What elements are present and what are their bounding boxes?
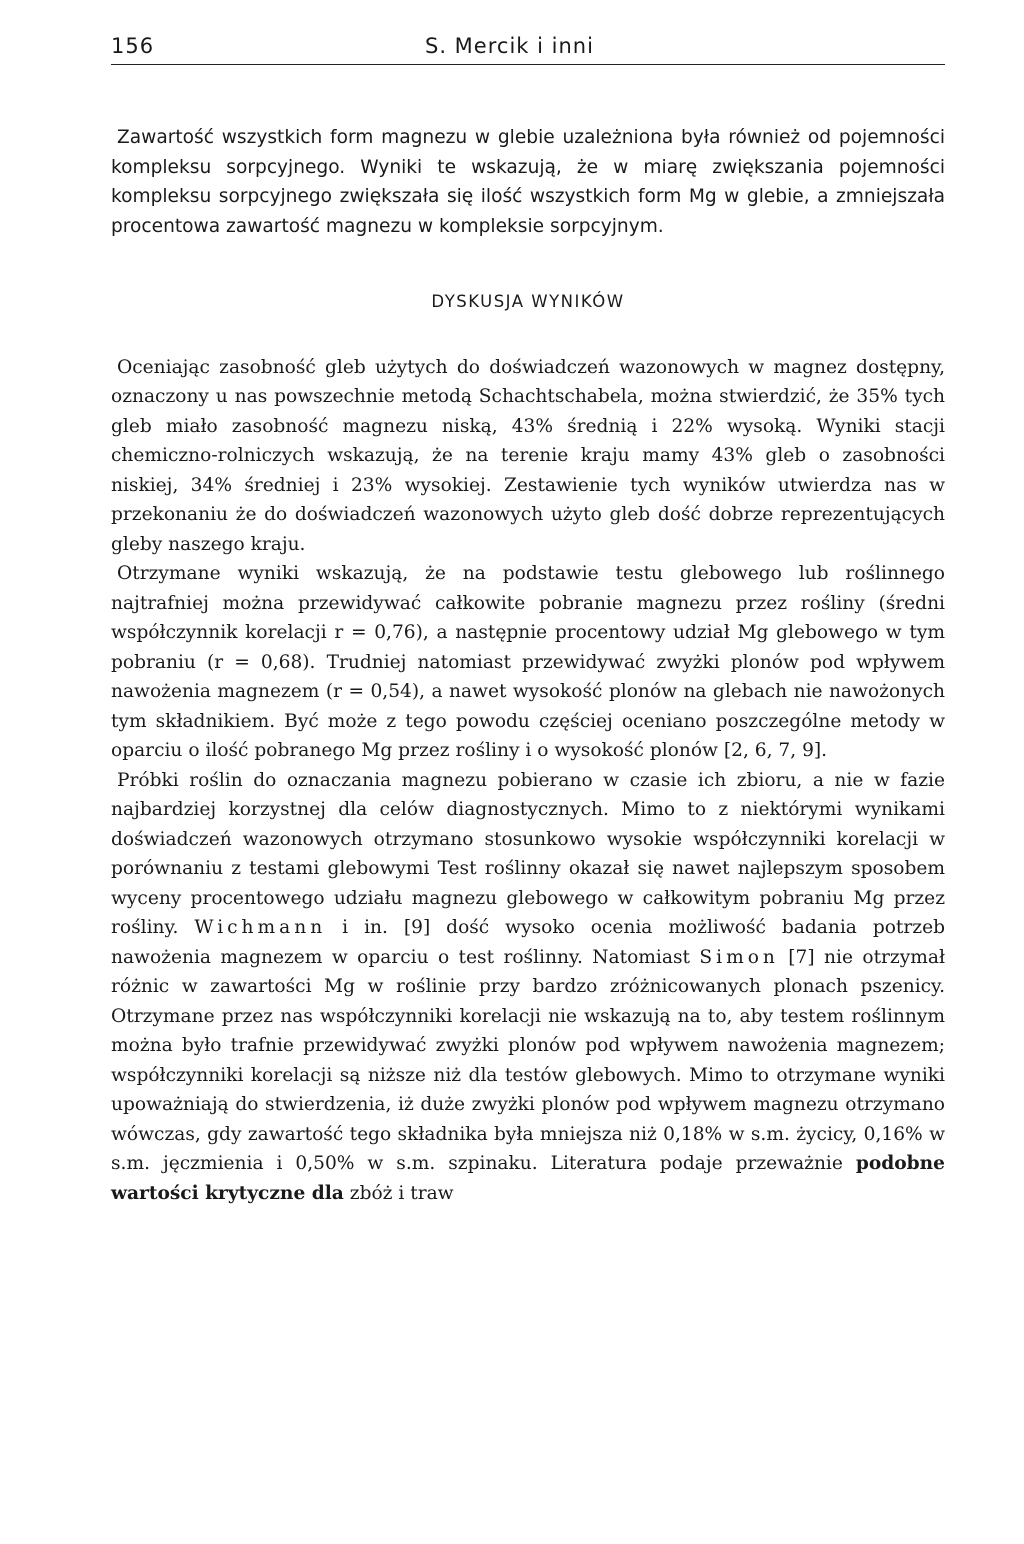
body-text	[111, 123, 945, 1208]
paragraph-4	[111, 766, 945, 1209]
page-number: 156	[111, 34, 155, 58]
paragraph-1: Zawartość wszystkich form magnezu w glebie uzależniona była również od pojemności kompleksu sorpcyjnego. Wyniki te wskazują, że w miarę zwiększania pojemności kompleksu sorpcyjnego zwiększała się ilość wszystkich form Mg w glebie, a zmniejszała procentowa zawartość magnezu w kompleksie sorpcyjnym.	[111, 127, 945, 237]
paragraph-4-part-1: Próbki roślin do oznaczania magnezu pobierano w czasie ich zbioru, a nie w fazie najbardziej korzystnej dla celów diagnostycznych. Mimo to z niektórymi wynikami doświadczeń wazonowych otrzymano stosunkowo wysokie współczynniki korelacji w porównaniu z testami glebowymi Test roślinny okazał się nawet najlepszym sposobem wyceny procentowego udziału magnezu glebowego w całkowitym pobraniu Mg przez rośliny.	[111, 769, 945, 938]
section-heading: DYSKUSJA WYNIKÓW	[431, 292, 625, 311]
paragraph-4-part-3: [7] nie otrzymał różnic w zawartości Mg w roślinie przy bardzo zróżnicowanych plonach pszenicy. Otrzymane przez nas współczynniki korelacji nie wskazują na to, aby testem roślinnym można było trafnie przewidywać zwyżki plonów pod wpływem nawożenia magnezem; współczynniki korelacji są niższe niż dla testów glebowych. Mimo to otrzymane wyniki upoważniają do stwierdzenia, iż duże zwyżki plonów pod wpływem magnezu otrzymano wówczas, gdy zawartość tego składnika była mniejsza niż 0,18% w s.m. życicy, 0,16% w s.m. jęczmienia i 0,50% w s.m. szpinaku. Literatura podaje przeważnie	[111, 946, 945, 1174]
paragraph-4-bold-phrase: podobne wartości krytyczne dla	[111, 1153, 945, 1204]
paragraph-3: Otrzymane wyniki wskazują, że na podstawie testu glebowego lub roślinnego najtrafniej można przewidywać całkowite pobranie magnezu przez rośliny (średni współczynnik korelacji r = 0,76), a następnie procentowy udział Mg glebowego w tym pobraniu (r = 0,68). Trudniej natomiast przewidywać zwyżki plonów pod wpływem nawożenia magnezem (r = 0,54), a nawet wysokość plonów na glebach nie nawożonych tym składnikiem. Być może z tego powodu częściej oceniano poszczególne metody w oparciu o ilość pobranego Mg przez rośliny i o wysokość plonów [2, 6, 7, 9].	[111, 563, 945, 761]
running-head: S. Mercik i inni	[425, 34, 594, 58]
paragraph-4-part-2: i in. [9] dość wysoko ocenia możliwość badania potrzeb nawożenia magnezem w oparciu o test roślinny. Natomiast	[111, 917, 945, 968]
document-page	[111, 28, 945, 1208]
paragraph-4-part-4: zbóż i traw	[343, 1182, 454, 1204]
paragraph-2: Oceniając zasobność gleb użytych do doświadczeń wazonowych w magnez dostępny, oznaczony u nas powszechnie metodą Schachtschabela, można stwierdzić, że 35% tych gleb miało zasobność magnezu niską, 43% średnią i 22% wysoką. Wyniki stacji chemiczno-rolniczych wskazują, że na terenie kraju mamy 43% gleb o zasobności niskiej, 34% średniej i 23% wysokiej. Zestawienie tych wyników utwierdza nas w przekonaniu że do doświadczeń wazonowych użyto gleb dość dobrze reprezentujących gleby naszego kraju.	[111, 356, 945, 555]
author-simon: Simon	[699, 946, 779, 968]
author-wichmann: Wichmann	[194, 917, 327, 938]
page-header	[111, 28, 945, 65]
